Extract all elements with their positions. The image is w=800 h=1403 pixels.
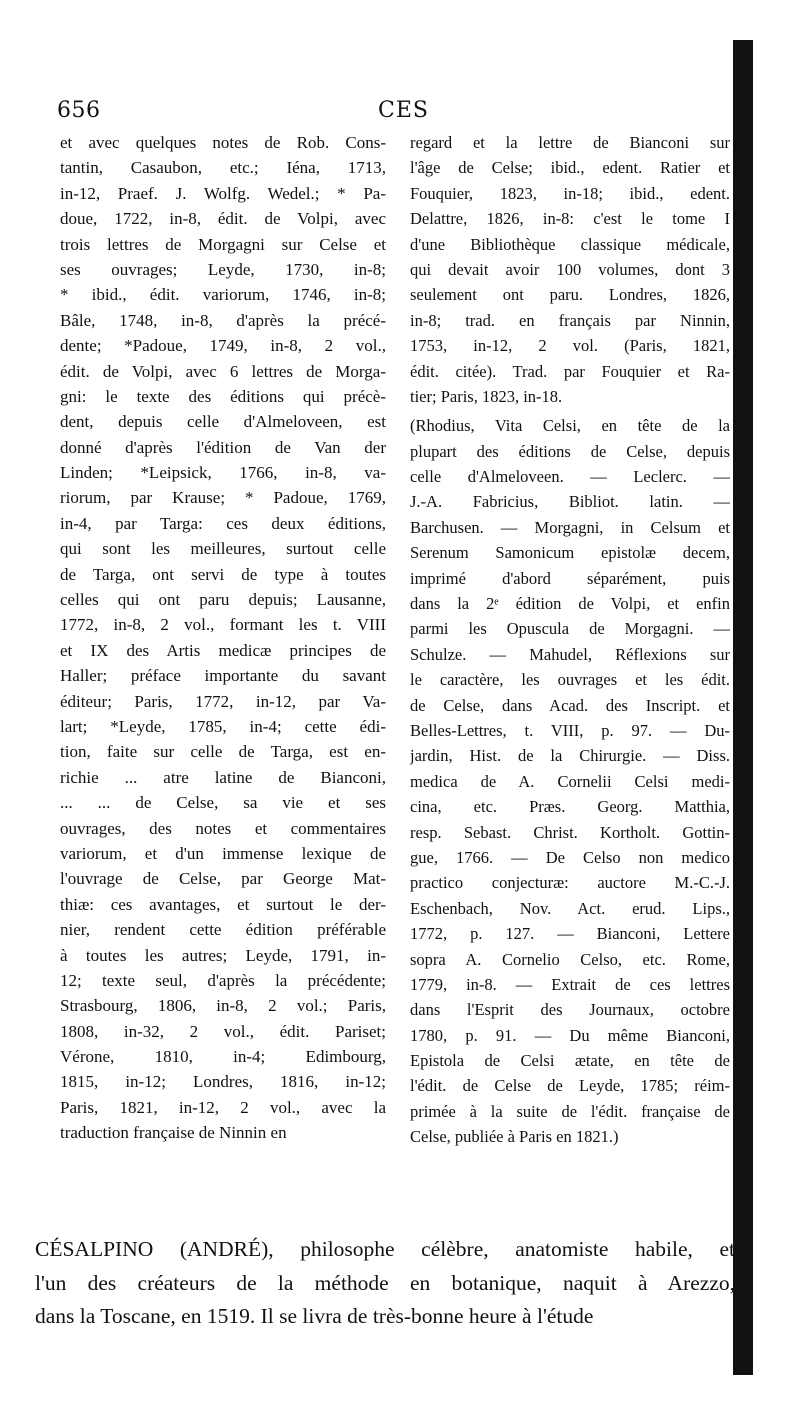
text-line: imprimé d'abord séparément, puis	[410, 568, 730, 588]
article-line: dans la Toscane, en 1519. Il se livra de très-bonne heure à l'étude	[35, 1304, 594, 1328]
text-line: gni: le texte des éditions qui précè-	[60, 386, 386, 406]
text-line: Bâle, 1748, in-8, d'après la précé-	[60, 310, 386, 330]
text-line: Fouquier, 1823, in-18; ibid., edent.	[410, 183, 730, 203]
text-line: gue, 1766. — De Celso non medico	[410, 847, 730, 867]
text-line: sopra A. Cornelio Celso, etc. Rome,	[410, 949, 730, 969]
text-line: de Celse, dans Acad. des Inscript. et	[410, 695, 730, 715]
text-line: Strasbourg, 1806, in-8, 2 vol.; Paris,	[60, 996, 386, 1016]
text-line: ouvrages, des notes et commentaires	[60, 818, 386, 838]
text-line: 1815, in-12; Londres, 1816, in-12;	[60, 1072, 386, 1092]
text-line: l'édit. de Celse de Leyde, 1785; réim-	[410, 1076, 730, 1096]
article-line: l'un des créateurs de la méthode en botanique, naquit à Arezzo,	[35, 1270, 735, 1295]
article-cesalpino	[35, 1233, 735, 1334]
text-line: traduction française de Ninnin en	[60, 1123, 287, 1143]
right-column	[410, 130, 730, 1150]
text-line: Eschenbach, Nov. Act. erud. Lips.,	[410, 898, 730, 918]
text-line: jardin, Hist. de la Chirurgie. — Diss.	[410, 746, 730, 766]
text-line: 1772, p. 127. — Bianconi, Lettere	[410, 924, 730, 944]
text-line: et IX des Artis medicæ principes de	[60, 640, 386, 660]
text-line: regard et la lettre de Bianconi sur	[410, 133, 730, 152]
text-line: l'âge de Celse; ibid., edent. Ratier et	[410, 158, 730, 178]
text-line: * ibid., édit. variorum, 1746, in-8;	[60, 285, 386, 305]
text-line: et avec quelques notes de Rob. Cons-	[60, 133, 386, 152]
text-line: donné d'après l'édition de Van der	[60, 437, 386, 457]
text-line: 1780, p. 91. — Du même Bianconi,	[410, 1025, 730, 1045]
text-line: 1753, in-12, 2 vol. (Paris, 1821,	[410, 336, 730, 356]
text-line: trois lettres de Morgagni sur Celse et	[60, 234, 386, 254]
text-line: primée à la suite de l'édit. française de	[410, 1101, 730, 1121]
text-line: qui sont les meilleures, surtout celle	[60, 539, 386, 559]
text-line: Haller; préface importante du savant	[60, 666, 386, 686]
text-line: tion, faite sur celle de Targa, est en-	[60, 742, 386, 762]
text-line: practico conjecturæ: auctore M.-C.-J.	[410, 873, 730, 893]
text-line: l'ouvrage de Celse, par George Mat-	[60, 869, 386, 889]
text-line: ses ouvrages; Leyde, 1730, in-8;	[60, 259, 386, 279]
text-line: d'une Bibliothèque classique médicale,	[410, 234, 730, 254]
text-line: thiæ: ces avantages, et surtout le der-	[60, 894, 386, 914]
right-column-paragraph-1	[410, 130, 730, 409]
text-line: éditeur; Paris, 1772, in-12, par Va-	[60, 691, 386, 711]
text-line: Epistola de Celsi ætate, en tête de	[410, 1051, 730, 1071]
page-header	[0, 98, 800, 128]
left-column	[60, 130, 386, 1146]
page-edge-shadow	[733, 40, 753, 1375]
text-line: (Rhodius, Vita Celsi, en tête de la	[410, 416, 730, 436]
text-line: 1808, in-32, 2 vol., édit. Pariset;	[60, 1021, 386, 1041]
text-line: Delattre, 1826, in-8: c'est le tome I	[410, 209, 730, 229]
article-line: CÉSALPINO (ANDRÉ), philosophe célèbre, anatomiste habile, et	[35, 1237, 735, 1261]
text-line: tier; Paris, 1823, in-18.	[410, 386, 563, 406]
text-line: lart; *Leyde, 1785, in-4; cette édi-	[60, 716, 386, 736]
text-line: à toutes les autres; Leyde, 1791, in-	[60, 945, 386, 965]
text-line: édit. citée). Trad. par Fouquier et Ra-	[410, 361, 730, 381]
text-line: in-12, Praef. J. Wolfg. Wedel.; * Pa-	[60, 183, 386, 203]
text-line: seulement ont paru. Londres, 1826,	[410, 285, 730, 305]
text-line: 1772, in-8, 2 vol., formant les t. VIII	[60, 615, 386, 635]
text-line: de Targa, ont servi de type à toutes	[60, 564, 386, 584]
text-line: dans la 2ᵉ édition de Volpi, et enfin	[410, 594, 730, 614]
text-line: doue, 1722, in-8, édit. de Volpi, avec	[60, 209, 386, 229]
text-line: Schulze. — Mahudel, Réflexions sur	[410, 644, 730, 664]
text-line: qui devait avoir 100 volumes, dont 3	[410, 259, 730, 279]
text-line: cina, etc. Præs. Georg. Matthia,	[410, 797, 730, 817]
text-line: Linden; *Leipsick, 1766, in-8, va-	[60, 463, 386, 483]
text-line: nier, rendent cette édition préférable	[60, 920, 386, 940]
text-line: parmi les Opuscula de Morgagni. —	[410, 619, 730, 639]
text-line: dans l'Esprit des Journaux, octobre	[410, 1000, 730, 1020]
text-line: ... ... de Celse, sa vie et ses	[60, 793, 386, 813]
text-line: variorum, et d'un immense lexique de	[60, 843, 386, 863]
text-line: in-4, par Targa: ces deux éditions,	[60, 513, 386, 533]
text-line: le caractère, les ouvrages et les édit.	[410, 670, 730, 690]
running-head: CES	[378, 98, 429, 123]
text-line: medica de A. Cornelii Celsi medi-	[410, 771, 730, 791]
text-line: celle d'Almeloveen. — Leclerc. —	[410, 467, 730, 487]
text-line: in-8; trad. en français par Ninnin,	[410, 310, 730, 330]
text-line: Paris, 1821, in-12, 2 vol., avec la	[60, 1097, 386, 1117]
text-line: resp. Sebast. Christ. Kortholt. Gottin-	[410, 822, 730, 842]
text-line: richie ... atre latine de Bianconi,	[60, 767, 386, 787]
text-line: édit. de Volpi, avec 6 lettres de Morga-	[60, 361, 386, 381]
text-line: Barchusen. — Morgagni, in Celsum et	[410, 517, 730, 537]
text-line: riorum, par Krause; * Padoue, 1769,	[60, 488, 386, 508]
page-number: 656	[57, 98, 101, 123]
text-line: 1779, in-8. — Extrait de ces lettres	[410, 974, 730, 994]
text-line: dente; *Padoue, 1749, in-8, 2 vol.,	[60, 336, 386, 356]
text-line: 12; texte seul, d'après la précédente;	[60, 970, 386, 990]
text-line: celles qui ont paru depuis; Lausanne,	[60, 590, 386, 610]
text-line: tantin, Casaubon, etc.; Iéna, 1713,	[60, 158, 386, 178]
text-line: plupart des éditions de Celse, depuis	[410, 441, 730, 461]
text-line: J.-A. Fabricius, Bibliot. latin. —	[410, 492, 730, 512]
text-line: Celse, publiée à Paris en 1821.)	[410, 1127, 619, 1147]
text-line: dent, depuis celle d'Almeloveen, est	[60, 412, 386, 432]
text-line: Belles-Lettres, t. VIII, p. 97. — Du-	[410, 720, 730, 740]
right-column-paragraph-2	[410, 413, 730, 1149]
text-line: Serenum Samonicum epistolæ decem,	[410, 543, 730, 563]
text-line: Vérone, 1810, in-4; Edimbourg,	[60, 1047, 386, 1067]
